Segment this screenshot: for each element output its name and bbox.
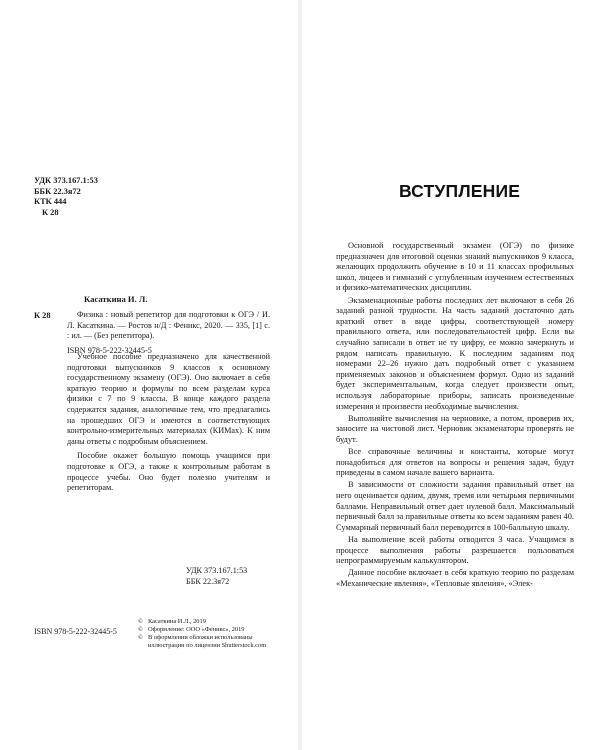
author-mark: К 28 (42, 207, 59, 217)
copyright-author: Касаткина И.Л., 2019 (148, 618, 206, 625)
classification-codes (34, 176, 98, 218)
copyright-cover-note: В оформлении обложки использованы (148, 634, 253, 641)
bbk-code: ББК 22.3я72 (34, 186, 81, 196)
copyright-icon: © (138, 618, 143, 625)
intro-paragraph: Основной государственный экзамен (ОГЭ) по физике предназначен для итоговой оценки знаний выпускников 9 класса, желающих продолжить обучение в 10 и 11 классах профильных школ, лицеев и гимназий с углубленным изучением естественных и физико-математических дисциплин. (336, 241, 574, 293)
author-mark-margin: К 28 (34, 311, 51, 320)
intro-paragraph: На выполнение всей работы отводится 3 часа. Учащимся в процессе выполнения работы разрешается пользоваться непрограммируемым калькулятором. (336, 535, 574, 566)
left-page (0, 0, 298, 750)
biblio-description: Физика : новый репетитор для подготовки к ОГЭ / И. Л. Касаткина. — Ростов н/Д : Феникс, 2020. — 335, [1] с. : ил. — (Без репетитора). (67, 310, 270, 341)
isbn-footer: ISBN 978-5-222-32445-5 (34, 627, 117, 636)
chapter-title: ВСТУПЛЕНИЕ (399, 181, 521, 201)
annotation-paragraph: Пособие окажет большую помощь учащимся при подготовке к ОГЭ, а также к контрольным работам в процессе учебы. Оно будет полезно учителям и репетиторам. (67, 451, 270, 493)
intro-paragraph: Выполняйте вычисления на черновике, а потом, проверив их, заносите на чистовой лист. Черновик экзаменаторы проверять не будут. (336, 413, 574, 444)
ktk-code: КТК 444 (34, 197, 67, 207)
copyright-license: иллюстрации по лицензии Shutterstock.com (148, 642, 267, 649)
copyright-design: Оформление: ООО «Феникс», 2019 (148, 626, 245, 633)
copyright-icon: © (138, 626, 143, 633)
udk-code-bottom: УДК 373.167.1:53 (186, 566, 248, 575)
annotation (67, 352, 270, 494)
copyright-block (138, 618, 266, 650)
copyright-icon: © (138, 634, 143, 641)
intro-paragraph: В зависимости от сложности задания правильный ответ на него оценивается одним, двумя, тремя или четырьмя первичными баллами. Неправильный ответ дает нулевой балл. Максимальный первичный балл за правильные ответы ко всем заданиям равен 40. Суммарный первичный балл переводится в 100-балльную шкалу. (336, 480, 574, 532)
intro-paragraph: Все справочные величины и константы, которые могут понадобиться для ответов на вопросы и решения задач, будут приведены в самом начале вашего варианта. (336, 447, 574, 478)
udk-code: УДК 373.167.1:53 (34, 176, 98, 185)
bibliographic-record (67, 310, 270, 356)
intro-text (336, 241, 574, 590)
author-name: Касаткина И. Л. (84, 294, 148, 304)
classification-footer (186, 566, 247, 587)
bbk-code-bottom: ББК 22.3я72 (186, 576, 230, 586)
biblio-isbn: ISBN 978-5-222-32445-5 (67, 345, 152, 355)
annotation-paragraph: Учебное пособие предназначено для качественной подготовки выпускников 9 классов к основному государственному экзамену (ОГЭ). Оно включает в себя краткую теорию и формулы по всем разделам курса физики с 7 по 9 классы. В конце каждого раздела содержатся задания, аналогичные тем, что предлагались на прошедших ОГЭ и имеются в соответствующих контрольно-измерительных материалах (КИМах). К ним даны ответы с подробным объяснением. (67, 352, 270, 446)
intro-paragraph: Экзаменационные работы последних лет включают в себя 26 заданий разной трудности. На часть заданий достаточно дать краткий ответ в виде цифры, соответствующей номеру правильного ответа, или последовательностей цифр. Если вы случайно записали в ответ не ту цифру, ее можно зачеркнуть и рядом написать правильную. К последним заданиям под номерами 22–26 нужно дать подробный ответ с указанием применяемых законов и объяснением формул. Одно из заданий будет экспериментальным, когда следует произвести опыт, используя лабораторные приборы, записать произведенные измерения и произвести необходимые вычисления. (336, 295, 574, 411)
right-page (302, 0, 600, 750)
intro-paragraph: Данное пособие включает в себя краткую теорию по разделам «Механические явления», «Тепловые явления», «Элек- (336, 568, 574, 588)
